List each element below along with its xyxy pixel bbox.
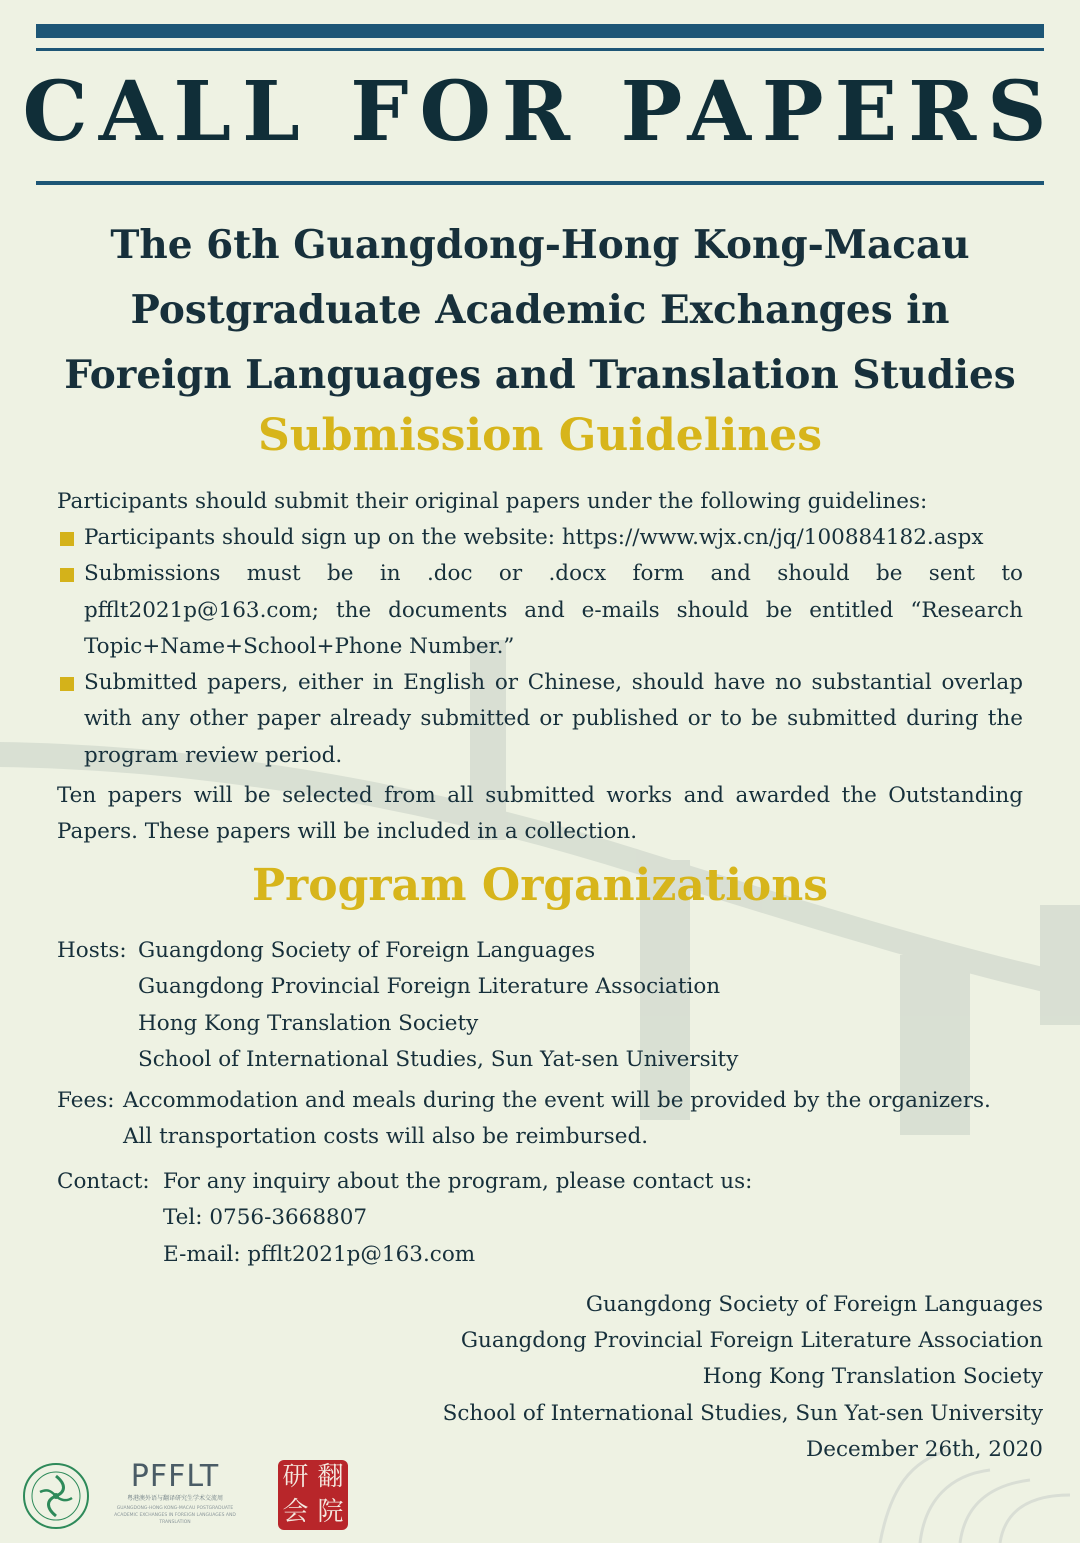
guideline-text: Submissions must be in .doc or .docx form and should be sent to pfflt2021p@163.com; the documents and e-mails should be entitled “Research Topic+Name+School+Phone Number.” — [84, 561, 1023, 659]
society-emblem-logo — [22, 1462, 90, 1530]
host-item: Hong Kong Translation Society — [138, 1010, 479, 1036]
title-underline-rule — [36, 181, 1044, 185]
fees-label: Fees: — [57, 1088, 115, 1113]
guidelines-list — [57, 520, 1023, 774]
contact-text — [163, 1164, 752, 1273]
submission-intro: Participants should submit their original papers under the following guidelines: — [57, 489, 928, 514]
fees-text — [123, 1083, 991, 1156]
bullet-square-icon — [60, 677, 74, 691]
seal-char: 院 — [317, 1497, 344, 1527]
guideline-text: Submitted papers, either in English or Chinese, should have no substantial overlap with any other paper already submitted or published or to be submitted during the program review period. — [84, 670, 1023, 768]
contact-intro: For any inquiry about the program, please contact us: — [163, 1169, 753, 1194]
seal-char: 翻 — [317, 1462, 344, 1492]
page-title: CALL FOR PAPERS — [22, 64, 1058, 160]
fees-line: Accommodation and meals during the event will be provided by the organizers. — [123, 1088, 991, 1113]
top-rule-thin — [36, 48, 1044, 51]
bullet-square-icon — [60, 568, 74, 582]
signoff-org: Hong Kong Translation Society — [702, 1364, 1043, 1390]
signoff-org: Guangdong Provincial Foreign Literature Association — [460, 1328, 1043, 1354]
guideline-item — [57, 665, 1023, 774]
subtitle-line: Foreign Languages and Translation Studies — [64, 352, 1016, 398]
guideline-item — [57, 520, 1023, 556]
pfflt-caption-cn: 粤港澳外语与翻译研究生学术交流周 — [126, 1495, 223, 1502]
guideline-item — [57, 556, 1023, 665]
event-subtitle — [40, 213, 1040, 408]
pfflt-caption-en: GUANGDONG-HONG KONG-MACAU POSTGRADUATE ACADEMIC EXCHANGES IN FOREIGN LANGUAGES AND TRANSLATION — [114, 1506, 236, 1525]
host-item: School of International Studies, Sun Yat-sen University — [138, 1046, 739, 1072]
contact-phone: Tel: 0756-3668807 — [163, 1205, 368, 1231]
seal-char: 研 — [282, 1462, 309, 1492]
program-organizations-heading: Program Organizations — [251, 860, 829, 911]
signoff-block — [443, 1287, 1043, 1468]
signoff-org: School of International Studies, Sun Yat-sen University — [442, 1400, 1043, 1426]
contact-email: E-mail: pfflt2021p@163.com — [163, 1241, 476, 1267]
guideline-text: Participants should sign up on the website: https://www.wjx.cn/jq/100884182.aspx — [84, 525, 984, 550]
hosts-label: Hosts: — [57, 938, 127, 963]
hosts-list — [138, 933, 738, 1078]
pfflt-logo — [112, 1460, 238, 1526]
seal-stamp-logo — [278, 1460, 348, 1530]
fees-line: All transportation costs will also be reimbursed. — [123, 1124, 649, 1150]
pfflt-wordmark: PFFLT — [130, 1459, 220, 1494]
host-item: Guangdong Provincial Foreign Literature Association — [138, 974, 721, 1000]
subtitle-line: Postgraduate Academic Exchanges in — [130, 287, 950, 333]
seal-char: 会 — [282, 1497, 309, 1527]
top-rule-thick — [36, 24, 1044, 38]
signoff-date: December 26th, 2020 — [806, 1436, 1043, 1462]
subtitle-line: The 6th Guangdong-Hong Kong-Macau — [110, 222, 970, 268]
bullet-square-icon — [60, 532, 74, 546]
signoff-org: Guangdong Society of Foreign Languages — [585, 1292, 1043, 1317]
submission-guidelines-heading: Submission Guidelines — [258, 410, 822, 461]
host-item: Guangdong Society of Foreign Languages — [138, 938, 596, 963]
contact-label: Contact: — [57, 1169, 150, 1194]
awards-note: Ten papers will be selected from all submitted works and awarded the Outstanding Papers. These papers will be included in a collection. — [57, 783, 1023, 845]
